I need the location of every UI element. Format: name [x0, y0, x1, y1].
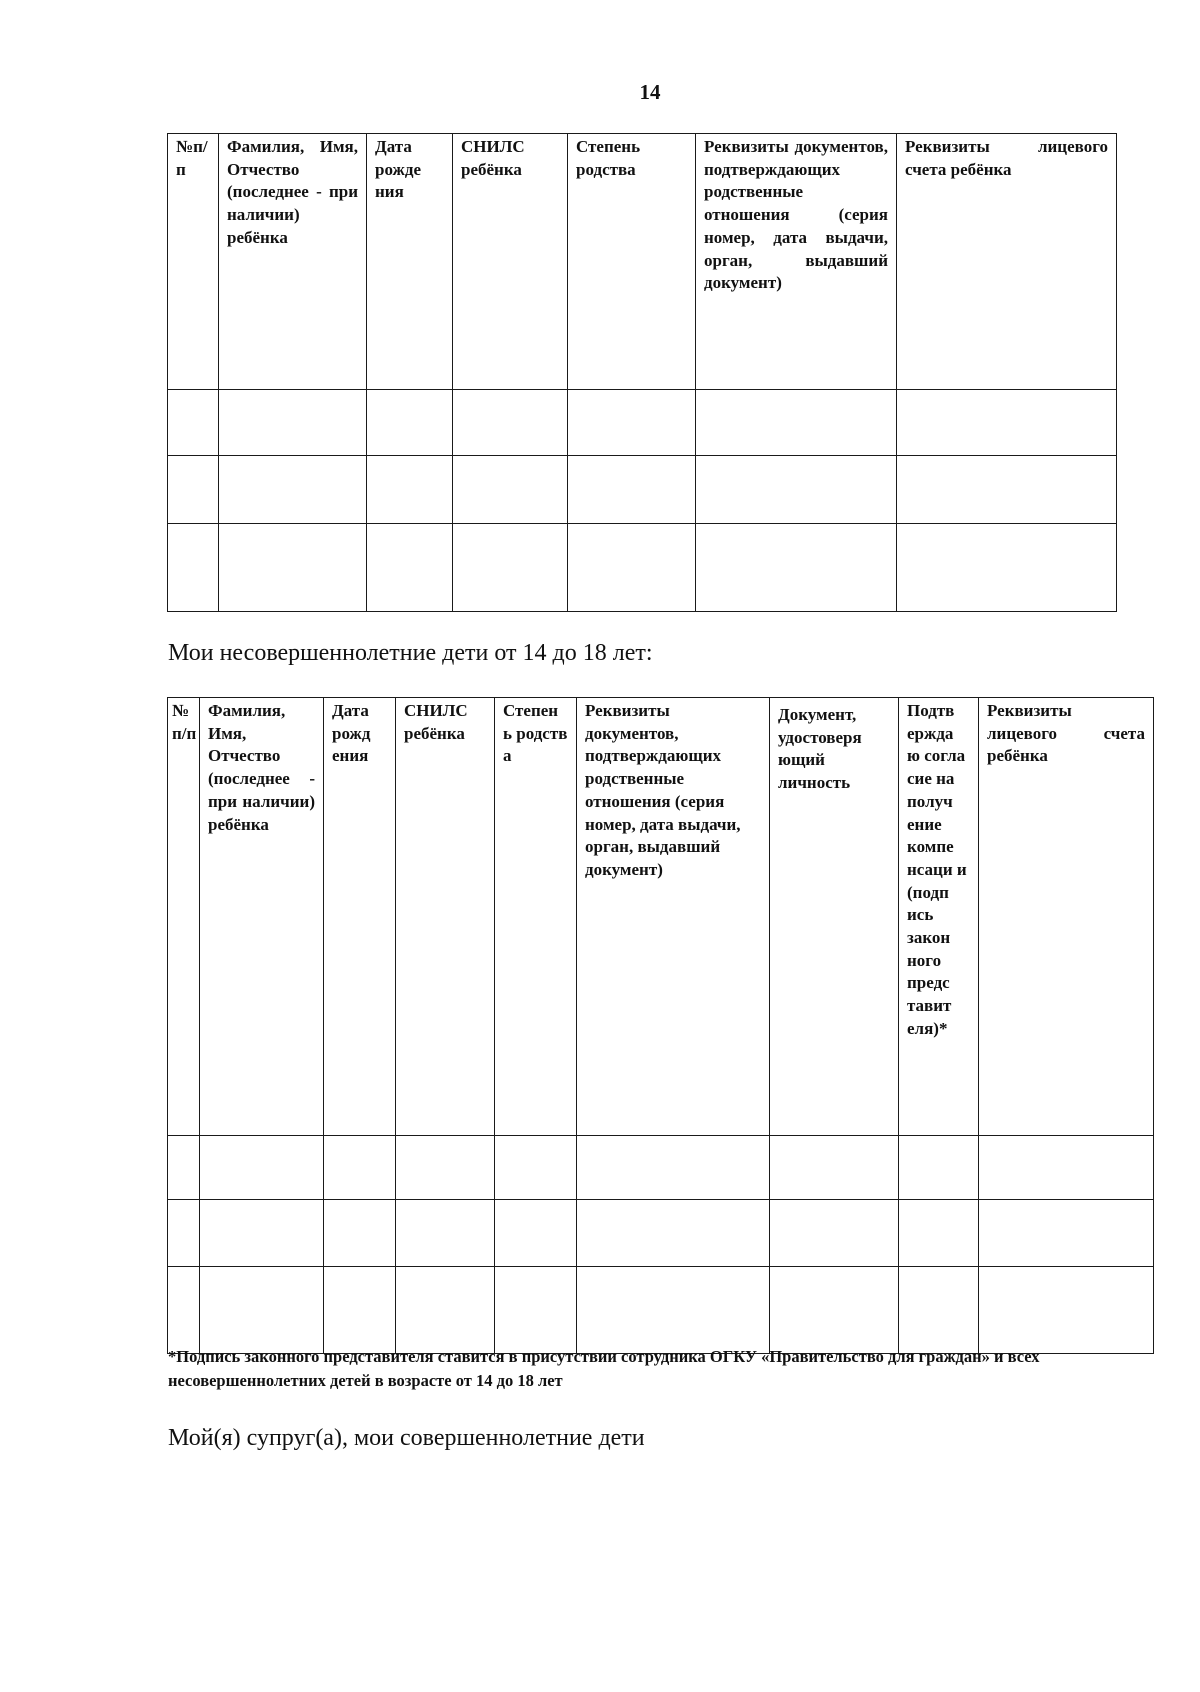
header-account-details: Реквизиты лицевого счета ребёнка [897, 134, 1117, 390]
table-row [168, 1267, 1154, 1354]
table-cell[interactable] [577, 1200, 770, 1267]
table-cell[interactable] [899, 1136, 979, 1200]
header-number: №п/п [168, 134, 219, 390]
header-relation-documents: Реквизиты документов, подтверждающих родственные отношения (серия номер, дата выдачи, орган, выдавший документ) [577, 698, 770, 1136]
table-cell[interactable] [324, 1200, 396, 1267]
signature-footnote: *Подпись законного представителя ставится в присутствии сотрудника ОГКУ «Правительство для граждан» и всех несовершеннолетних детей в возрасте от 14 до 18 лет [168, 1347, 1040, 1390]
children-table [167, 133, 1117, 612]
table-cell[interactable] [219, 390, 367, 456]
table-cell[interactable] [568, 456, 696, 524]
table-cell[interactable] [979, 1267, 1154, 1354]
table-cell[interactable] [367, 390, 453, 456]
table-cell[interactable] [453, 524, 568, 612]
table-cell[interactable] [200, 1136, 324, 1200]
section-title-teens: Мои несовершеннолетние дети от 14 до 18 лет: [168, 640, 653, 666]
table-row [168, 456, 1117, 524]
header-birth-date: Дата рожде ния [367, 134, 453, 390]
table-header-row [168, 134, 1117, 390]
table-cell[interactable] [324, 1267, 396, 1354]
table-cell[interactable] [495, 1200, 577, 1267]
header-consent-signature: Подтв ержда ю согла сие на получ ение компе нсаци и (подп ись закон ного предс тавит еля)* [899, 698, 979, 1136]
header-account-details: Реквизиты лицевого счета ребёнка [979, 698, 1154, 1136]
header-number: № п/п [168, 698, 200, 1136]
header-relation-degree: Степен ь родств а [495, 698, 577, 1136]
table-cell[interactable] [568, 390, 696, 456]
table-row [168, 1200, 1154, 1267]
header-relation-degree: Степень родства [568, 134, 696, 390]
table-cell[interactable] [200, 1267, 324, 1354]
header-snils: СНИЛС ребёнка [396, 698, 495, 1136]
table-cell[interactable] [168, 1200, 200, 1267]
table-cell[interactable] [367, 456, 453, 524]
table-cell[interactable] [770, 1267, 899, 1354]
section-title-spouse-adult-children: Мой(я) супруг(а), мои совершеннолетние дети [168, 1425, 645, 1451]
table-cell[interactable] [324, 1136, 396, 1200]
table-cell[interactable] [897, 456, 1117, 524]
table-cell[interactable] [770, 1200, 899, 1267]
header-full-name: Фамилия, Имя, Отчество (последнее - при наличии) ребёнка [200, 698, 324, 1136]
table-cell[interactable] [979, 1136, 1154, 1200]
table-cell[interactable] [495, 1267, 577, 1354]
page-number: 14 [639, 80, 661, 104]
table-row [168, 1136, 1154, 1200]
table-cell[interactable] [696, 390, 897, 456]
table-cell[interactable] [979, 1200, 1154, 1267]
table-cell[interactable] [453, 390, 568, 456]
table-cell[interactable] [897, 390, 1117, 456]
table-cell[interactable] [396, 1200, 495, 1267]
table-cell[interactable] [453, 456, 568, 524]
table-cell[interactable] [495, 1136, 577, 1200]
table-cell[interactable] [899, 1200, 979, 1267]
table-cell[interactable] [200, 1200, 324, 1267]
table-cell[interactable] [770, 1136, 899, 1200]
header-full-name: Фамилия, Имя, Отчество (последнее - при наличии) ребёнка [219, 134, 367, 390]
header-birth-date: Дата рожд ения [324, 698, 396, 1136]
table-cell[interactable] [568, 524, 696, 612]
table-cell[interactable] [168, 390, 219, 456]
table-cell[interactable] [899, 1267, 979, 1354]
table-cell[interactable] [168, 524, 219, 612]
table-cell[interactable] [168, 1136, 200, 1200]
header-identity-document: Документ, удостоверя ющий личность [770, 698, 899, 1136]
header-relation-documents: Реквизиты документов, подтверждающих родственные отношения (серия номер, дата выдачи, орган, выдавший документ) [696, 134, 897, 390]
table-cell[interactable] [577, 1267, 770, 1354]
table-cell[interactable] [219, 456, 367, 524]
table-cell[interactable] [168, 456, 219, 524]
table-cell[interactable] [367, 524, 453, 612]
table-cell[interactable] [577, 1136, 770, 1200]
table-row [168, 390, 1117, 456]
minor-children-table [167, 697, 1154, 1354]
table-header-row [168, 698, 1154, 1136]
table-cell[interactable] [396, 1136, 495, 1200]
table-row [168, 524, 1117, 612]
table-cell[interactable] [696, 456, 897, 524]
table-cell[interactable] [219, 524, 367, 612]
table-cell[interactable] [396, 1267, 495, 1354]
table-cell[interactable] [897, 524, 1117, 612]
table-cell[interactable] [696, 524, 897, 612]
header-snils: СНИЛС ребёнка [453, 134, 568, 390]
table-cell[interactable] [168, 1267, 200, 1354]
